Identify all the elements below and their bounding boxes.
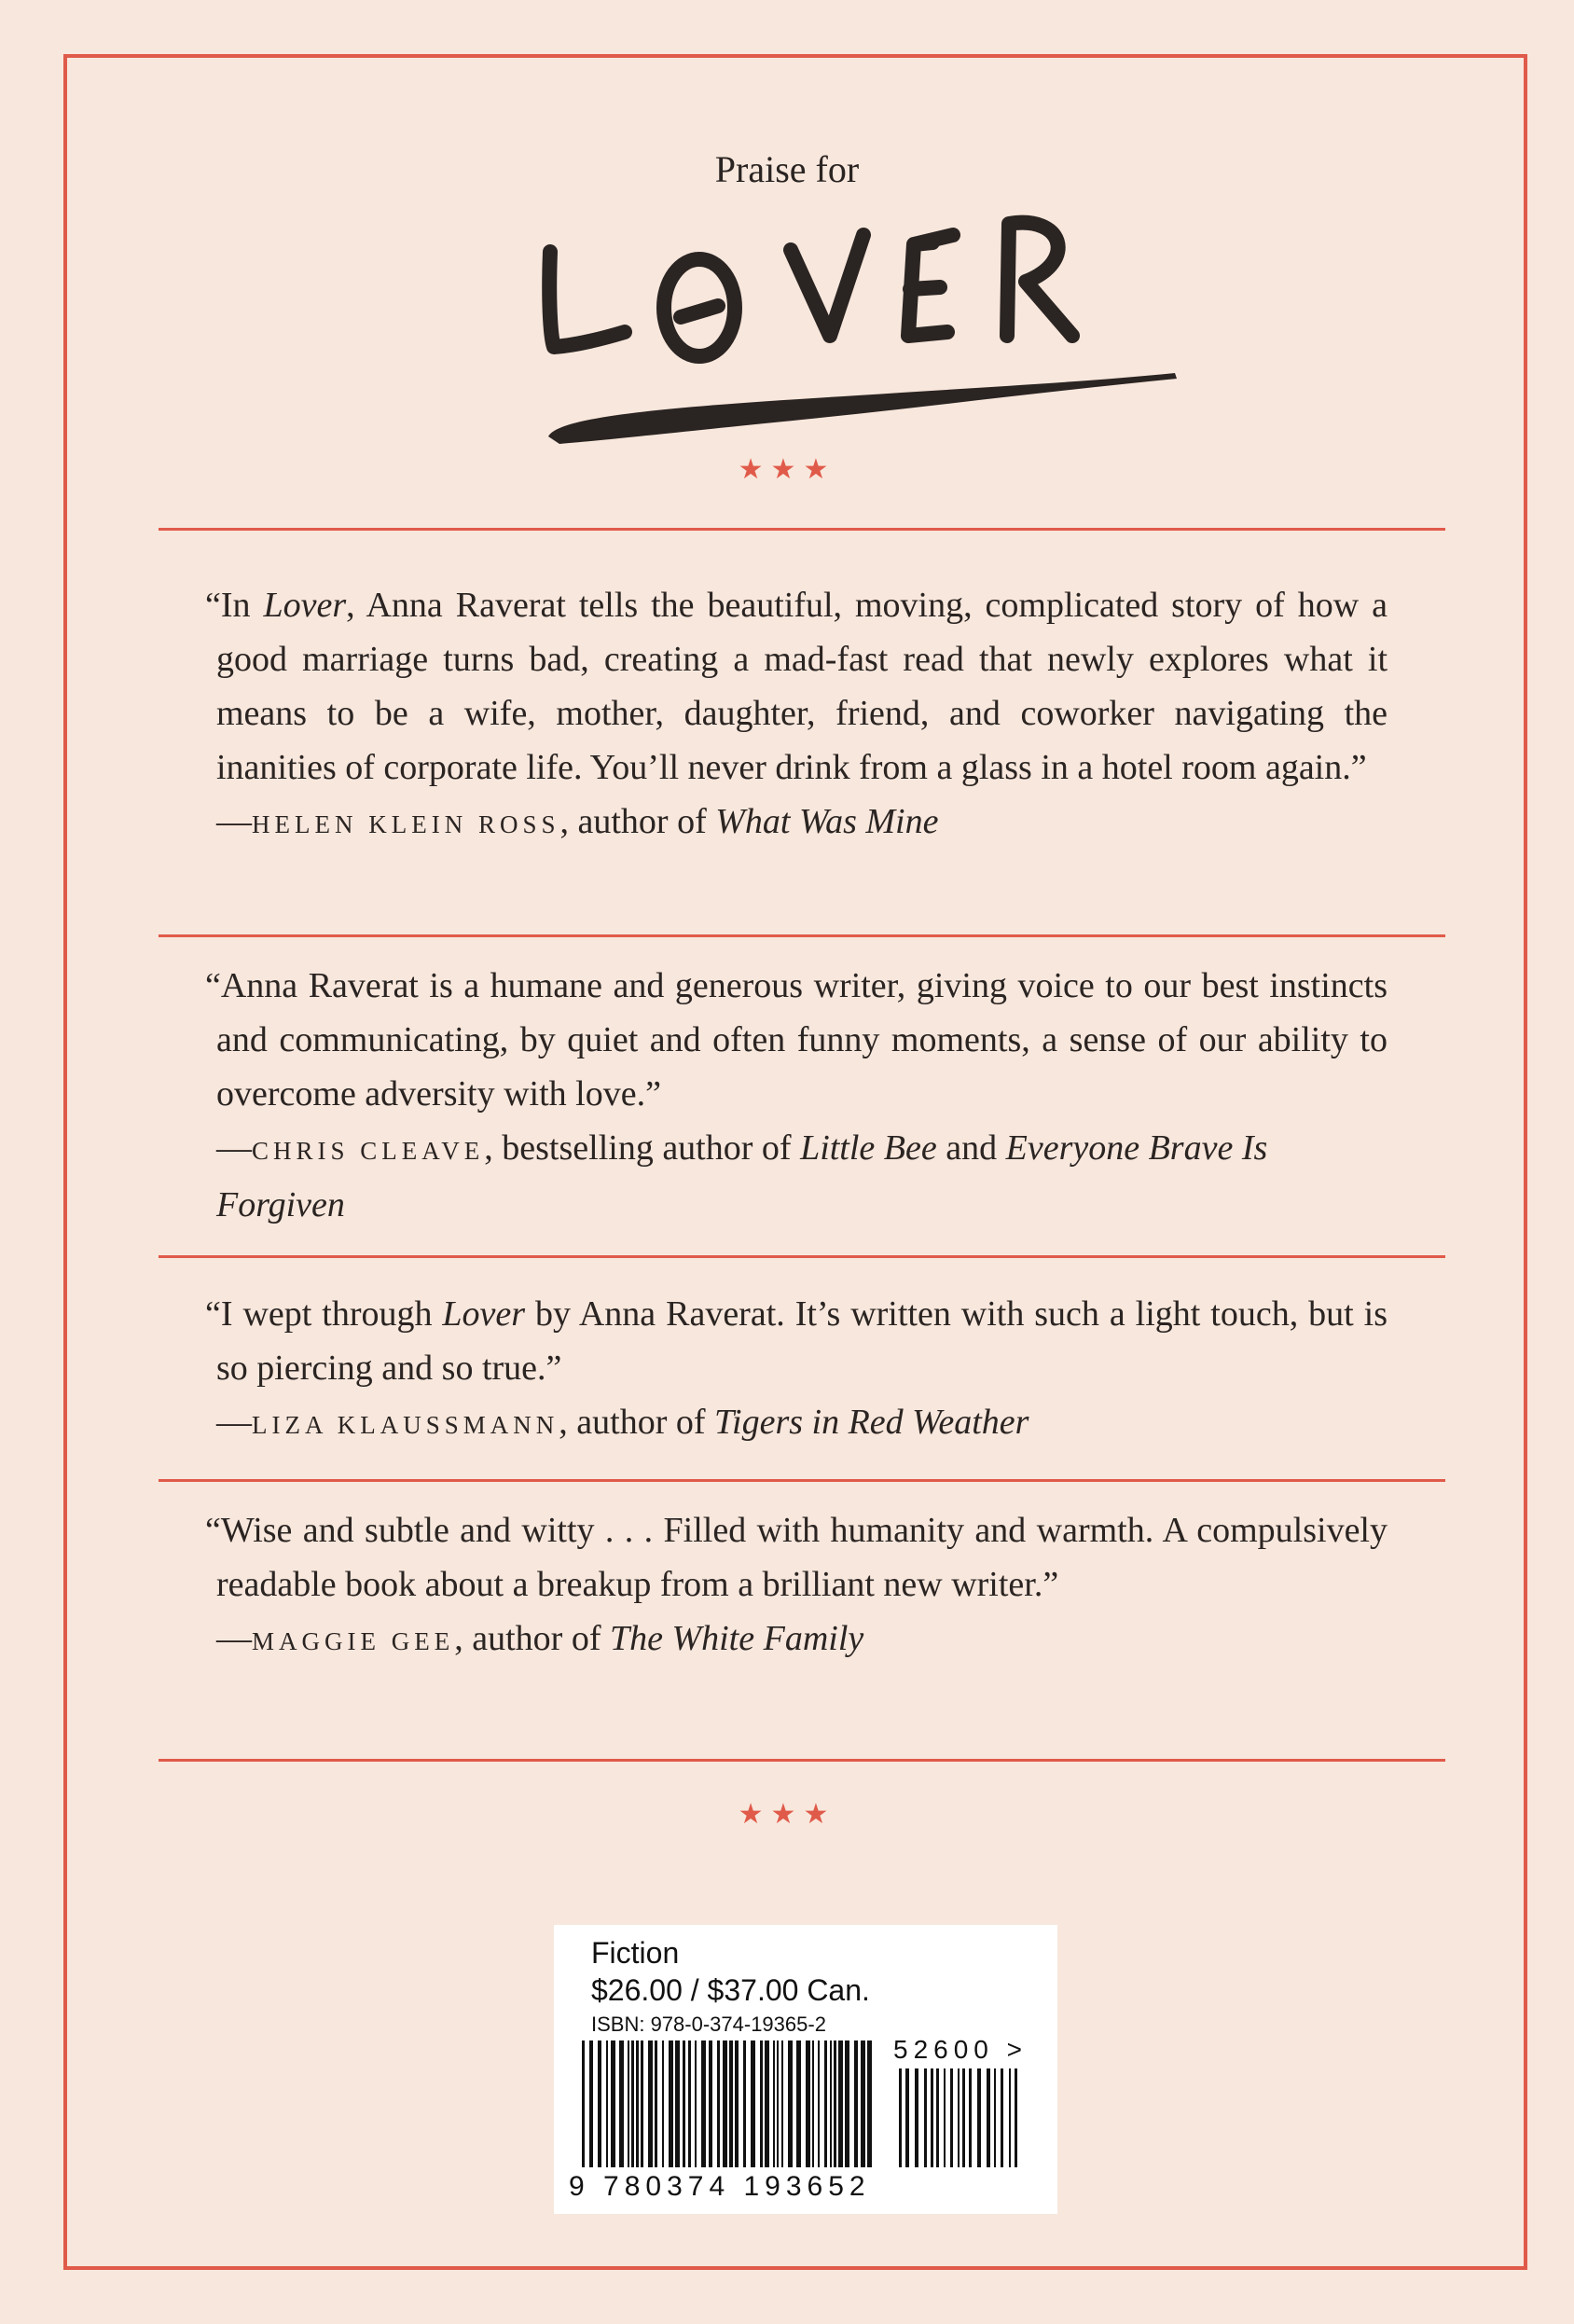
barcode-bars: [582, 2040, 1039, 2171]
attribution-2: —CHRIS CLEAVE, bestselling author of Little Bee and Everyone Brave Is Forgiven: [216, 1128, 1268, 1224]
genre-label: Fiction: [591, 1936, 680, 1970]
attribution-3: —LIZA KLAUSSMANN, author of Tigers in Red Weather: [216, 1403, 1029, 1442]
quote-2: “Anna Raverat is a humane and generous writer, giving voice to our best instincts and communicating, by quiet and often funny moments, a sense of our ability to overcome adversity with love.” —CHRIS CLEAVE, bestselling author of Little Bee and Everyone Brave Is Forgiven: [216, 959, 1388, 1232]
quote-4: “Wise and subtle and witty . . . Filled with humanity and warmth. A compulsively readable book about a breakup from a brilliant new writer.” —MAGGIE GEE, author of The White Family: [216, 1503, 1388, 1668]
quote-1: “In Lover, Anna Raverat tells the beautiful, moving, complicated story of how a good marriage turns bad, creating a mad-fast read that newly explores what it means to be a wife, mother, daughter, friend, and coworker navigating the inanities of corporate life. You’ll never drink from a glass in a hotel room again.” —HELEN KLEIN ROSS, author of What Was Mine: [216, 578, 1388, 851]
divider-5: [159, 1759, 1445, 1762]
isbn-label: ISBN: 978-0-374-19365-2: [591, 2013, 826, 2036]
barcode-label: [554, 1925, 1057, 2214]
attribution-4: —MAGGIE GEE, author of The White Family: [216, 1619, 864, 1658]
divider-1: [159, 528, 1445, 531]
stars-top: ★★★: [738, 454, 836, 485]
attribution-1: —HELEN KLEIN ROSS, author of What Was Mine: [216, 802, 939, 841]
barcode-digits: 9 780374 193652: [569, 2171, 871, 2202]
title-lover-handwritten: [522, 196, 1194, 457]
divider-4: [159, 1479, 1445, 1482]
praise-for-label: Praise for: [714, 148, 860, 190]
stars-bottom: ★★★: [738, 1799, 836, 1830]
quote-3: “I wept through Lover by Anna Raverat. It’s written with such a light touch, but is so piercing and so true.” —LIZA KLAUSSMANN, author of Tigers in Red Weather: [216, 1287, 1388, 1452]
divider-2: [159, 934, 1445, 937]
divider-3: [159, 1255, 1445, 1258]
price-label: $26.00 / $37.00 Can.: [591, 1973, 870, 2007]
price-addon-digits: 52600 >: [893, 2035, 1028, 2064]
